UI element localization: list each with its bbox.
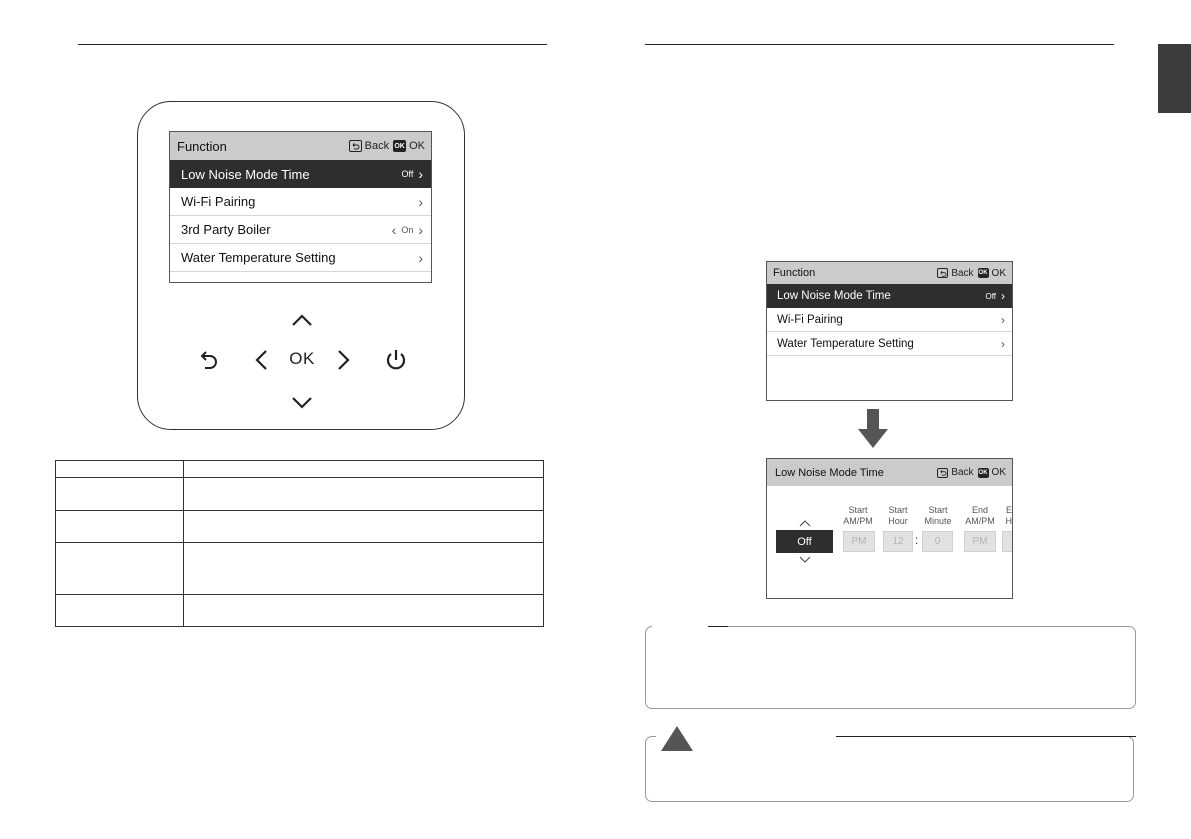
down-arrow-indicator-icon [858,409,888,448]
back-key-icon [349,140,362,152]
note-box [645,626,1136,709]
left-arrow-icon [255,349,268,371]
menu-item-wifi-pairing[interactable] [767,308,1012,332]
table-row [56,511,544,543]
column-header-start-hour: Start Hour [888,505,908,526]
back-button[interactable] [197,347,221,373]
ok-key-icon: OK [978,270,988,276]
power-icon [385,348,407,372]
back-key-icon [937,268,948,278]
chevron-right-icon: › [418,249,423,266]
menu-item-water-temperature-setting[interactable] [767,332,1012,356]
end-ampm-field[interactable]: PM [964,531,996,552]
table-row [56,595,544,627]
back-label: Back [951,467,974,478]
warning-icon [660,725,694,752]
start-minute-field[interactable]: 0 [922,531,953,552]
table-row [56,478,544,511]
up-arrow-icon [291,314,313,327]
menu-item-label: Wi-Fi Pairing [777,313,843,326]
chevron-right-icon: › [1001,336,1005,351]
menu-item-label: Low Noise Mode Time [777,290,891,302]
menu-item-3rd-party-boiler[interactable] [170,216,431,244]
menu-item-label: Low Noise Mode Time [181,166,310,182]
time-separator: : [915,533,919,547]
ok-button-label: OK [289,349,315,368]
function-screen-small [766,261,1013,401]
description-table [55,460,544,627]
column-header-start-minute: Start Minute [924,505,952,526]
chevron-right-icon: › [418,221,423,238]
back-label: Back [951,267,974,279]
column-header-end-hour: E H [1005,505,1012,526]
column-header-end-ampm: End AM/PM [965,505,995,526]
menu-item-label: Water Temperature Setting [777,337,914,350]
screen-title: Function [177,138,227,154]
menu-item-label: Wi-Fi Pairing [181,194,256,209]
caution-box [645,736,1134,802]
up-button[interactable] [289,309,315,331]
screen-header [767,262,1012,284]
power-button[interactable] [383,346,409,374]
menu-item-label: Water Temperature Setting [181,250,336,265]
ok-label: OK [409,140,425,152]
back-key-icon [937,468,948,478]
column-header-start-ampm: Start AM/PM [843,505,873,526]
screen-header [170,132,431,160]
menu-item-label: 3rd Party Boiler [181,222,271,237]
ok-label: OK [991,267,1006,279]
chevron-left-icon: ‹ [391,221,397,238]
left-button[interactable] [251,347,271,373]
menu-item-wifi-pairing[interactable] [170,188,431,216]
menu-item-value: On [401,224,414,235]
table-row [56,461,544,478]
screen-title: Low Noise Mode Time [775,466,884,479]
function-screen-large [169,131,432,283]
menu-item-value: Off [401,169,414,179]
screen-title: Function [773,267,816,279]
menu-item-value: Off [985,291,996,301]
menu-item-water-temperature-setting[interactable] [170,244,431,272]
chevron-right-icon: › [418,193,423,210]
low-noise-time-screen [766,458,1013,599]
chevron-up-icon[interactable] [798,519,812,527]
chevron-right-icon: › [1001,312,1005,327]
menu-item-low-noise-mode-time[interactable] [170,160,431,188]
start-hour-field[interactable]: 12 [883,531,913,552]
down-arrow-icon [291,396,313,409]
right-arrow-icon [337,349,350,371]
chevron-down-icon[interactable] [798,556,812,564]
mode-value-selector[interactable]: Off [776,530,833,553]
top-rule-right [645,44,1114,45]
ok-button[interactable] [286,348,318,370]
down-button[interactable] [289,391,315,413]
back-label: Back [364,140,390,152]
start-ampm-field[interactable]: PM [843,531,875,552]
table-row [56,543,544,595]
right-button[interactable] [333,347,353,373]
menu-item-low-noise-mode-time[interactable] [767,284,1012,308]
top-rule-left [78,44,547,45]
ok-key-icon: OK [978,469,988,476]
ok-label: OK [991,467,1006,478]
back-icon [199,349,219,371]
screen-header [767,459,1012,486]
ok-key-icon: OK [393,140,406,152]
end-hour-field[interactable] [1002,531,1013,552]
chevron-right-icon: › [1001,289,1005,303]
chapter-tab [1158,44,1191,113]
chevron-right-icon: › [418,166,423,182]
